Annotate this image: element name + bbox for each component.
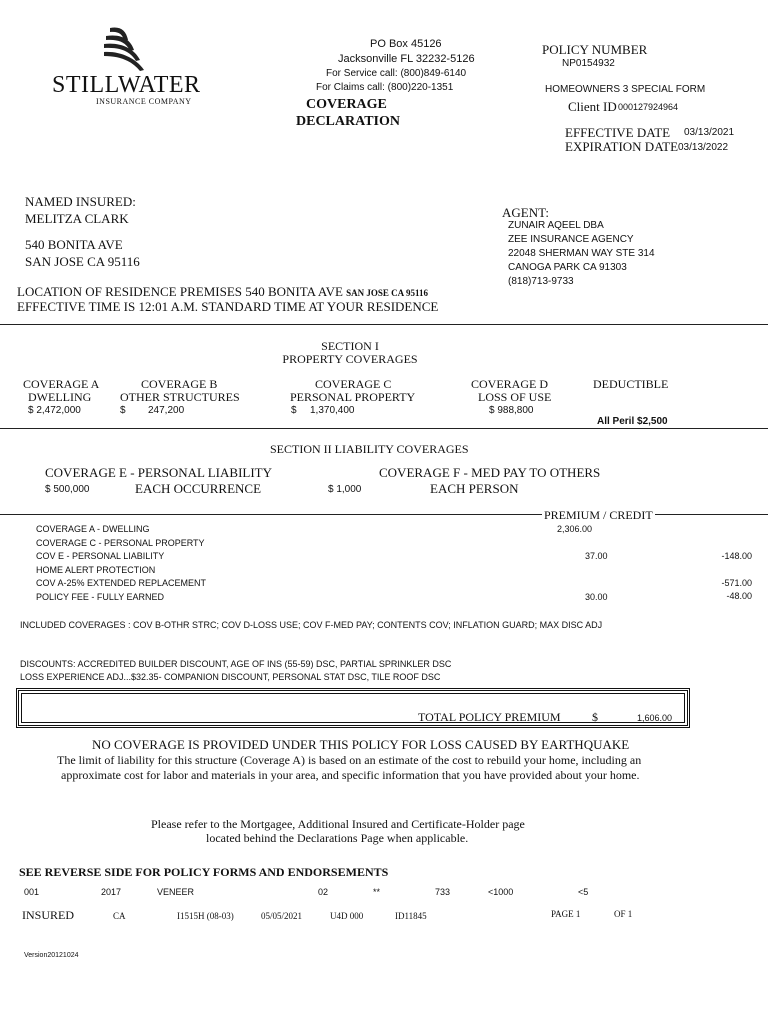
expiration-date-label: EXPIRATION DATE [565,139,679,154]
premium-item-label: COV A-25% EXTENDED REPLACEMENT [36,578,207,588]
coverage-c-label: COVERAGE C [315,377,392,391]
coverage-a-sublabel: DWELLING [28,390,92,404]
discounts-line2: LOSS EXPERIENCE ADJ...$32.35- COMPANION DISCOUNT, PERSONAL STAT DSC, TILE ROOF DSC [20,672,441,682]
form-row1-col2: 2017 [101,887,122,897]
coverage-c-sublabel: PERSONAL PROPERTY [290,390,416,404]
address-line1: PO Box 45126 [370,38,442,50]
premium-item-label: POLICY FEE - FULLY EARNED [36,591,165,602]
coverage-c-dollar: $ [291,405,297,416]
coverage-d-value: $ 988,800 [489,405,534,416]
refer-line2: located behind the Declarations Page when applicable. [206,831,469,845]
coverage-e-value: $ 500,000 [45,484,90,495]
form-row2-col1: INSURED [22,908,75,922]
form-row2-col8: OF 1 [614,909,633,919]
form-row1-col7: <1000 [488,887,514,897]
agent-line4: CANOGA PARK CA 91303 [508,262,627,273]
premium-item-credit: -148.00 [721,550,752,561]
company-name: STILLWATER [52,72,201,98]
effective-date: 03/13/2021 [684,127,735,138]
limit-notice-line1: The limit of liability for this structure (Coverage A) is based on an estimate of the cost to rebuild your home, including an [57,753,642,767]
insured-address-line1: 540 BONITA AVE [25,237,123,252]
premium-item-credit: -48.00 [726,591,752,601]
form-row1-col8: <5 [578,887,589,897]
insured-address-line2: SAN JOSE CA 95116 [25,254,140,269]
policy-form: HOMEOWNERS 3 SPECIAL FORM [545,84,706,95]
agent-line1: ZUNAIR AQEEL DBA [508,220,604,231]
coverage-b-sublabel: OTHER STRUCTURES [120,390,240,404]
expiration-date: 03/13/2022 [678,142,729,153]
premium-item-label: COVERAGE A - DWELLING [36,524,150,534]
form-row2-col2: CA [113,911,126,921]
stillwater-logo-icon [96,26,156,72]
policy-number-label: POLICY NUMBER [542,42,648,57]
included-coverages: INCLUDED COVERAGES : COV B-OTHR STRC; COV D-LOSS USE; COV F-MED PAY; CONTENTS COV; INFLATION GUARD; MAX DISC ADJ [20,620,603,630]
coverage-f-basis: EACH PERSON [430,481,519,496]
coverage-d-sublabel: LOSS OF USE [478,390,552,404]
coverage-e-basis: EACH OCCURRENCE [135,481,262,496]
form-row2-col6: ID11845 [395,911,427,921]
form-row1-col4: 02 [318,887,329,897]
total-premium-dollar: $ [592,710,598,724]
premium-item-label: COV E - PERSONAL LIABILITY [36,551,165,561]
coverage-b-value: 247,200 [148,405,185,416]
agent-phone: (818)713-9733 [508,276,574,287]
premium-item-label: HOME ALERT PROTECTION [36,564,156,575]
effective-date-label: EFFECTIVE DATE [565,125,671,140]
location-city: SAN JOSE CA 95116 [346,288,428,298]
total-premium-box [16,688,690,728]
coverage-c-value: 1,370,400 [310,405,355,416]
discounts-line1: DISCOUNTS: ACCREDITED BUILDER DISCOUNT, AGE OF INS (55-59) DSC, PARTIAL SPRINKLER DSC [20,659,452,669]
premium-item-label: COVERAGE C - PERSONAL PROPERTY [36,537,205,548]
company-logo [50,26,200,108]
company-subtitle: INSURANCE COMPANY [96,97,192,106]
coverage-f-value: $ 1,000 [328,484,362,495]
divider-section1 [0,428,768,429]
coverage-a-label: COVERAGE A [23,377,100,391]
reverse-side-notice: SEE REVERSE SIDE FOR POLICY FORMS AND ENDORSEMENTS [19,865,389,879]
section1-title-line1: SECTION I [321,339,379,353]
refer-line1: Please refer to the Mortgagee, Additional Insured and Certificate-Holder page [151,817,525,831]
title-line2: DECLARATION [296,114,400,129]
divider-top [0,324,768,325]
premium-item-credit: -571.00 [721,577,752,588]
agent-line2: ZEE INSURANCE AGENCY [508,234,634,245]
coverage-e-label: COVERAGE E - PERSONAL LIABILITY [45,465,272,480]
location-of-residence [17,284,428,300]
coverage-b-dollar: $ [120,405,126,416]
form-row1-col5: ** [373,887,381,897]
insured-name: MELITZA CLARK [25,211,129,226]
form-row2-col5: U4D 000 [330,911,364,921]
client-id-label: Client ID [568,99,617,114]
coverage-a-value: $ 2,472,000 [28,405,81,416]
form-row1-col3: VENEER [157,887,195,897]
deductible-value: All Peril $2,500 [597,416,668,427]
agent-line3: 22048 SHERMAN WAY STE 314 [508,248,655,259]
limit-notice-line2: approximate cost for labor and materials in your area, and specific information that you have provided about your home. [61,768,640,782]
form-row1-col6: 733 [435,887,451,897]
premium-item-premium: 37.00 [585,551,608,561]
agent-label: AGENT: [502,205,550,220]
coverage-b-label: COVERAGE B [141,377,218,391]
total-premium-value: 1,606.00 [637,713,673,723]
client-id: 000127924964 [618,102,679,112]
form-row1-col1: 001 [24,887,40,897]
effective-time: EFFECTIVE TIME IS 12:01 A.M. STANDARD TIME AT YOUR RESIDENCE [17,299,439,314]
named-insured-label: NAMED INSURED: [25,194,136,209]
total-premium-label: TOTAL POLICY PREMIUM [418,710,561,724]
title-line1: COVERAGE [306,97,387,112]
claims-call: For Claims call: (800)220-1351 [316,82,454,93]
deductible-label: DEDUCTIBLE [593,377,669,391]
version-label: Version20121024 [24,952,79,959]
form-row2-col7: PAGE 1 [551,909,581,919]
premium-item-premium: 30.00 [585,591,608,602]
form-row2-col3: I1515H (08-03) [177,911,234,921]
service-call: For Service call: (800)849-6140 [326,68,467,79]
coverage-d-label: COVERAGE D [471,377,548,391]
form-row2-col4: 05/05/2021 [261,911,303,921]
premium-item-premium: 2,306.00 [557,524,593,534]
location-prefix: LOCATION OF RESIDENCE PREMISES 540 BONITA AVE [17,284,343,299]
premium-credit-header: PREMIUM / CREDIT [544,508,653,522]
coverage-f-label: COVERAGE F - MED PAY TO OTHERS [379,465,601,480]
section1-title-line2: PROPERTY COVERAGES [282,352,418,366]
earthquake-notice: NO COVERAGE IS PROVIDED UNDER THIS POLICY FOR LOSS CAUSED BY EARTHQUAKE [92,737,630,752]
policy-number: NP0154932 [562,58,615,69]
address-line2: Jacksonville FL 32232-5126 [338,53,475,65]
section2-title: SECTION II LIABILITY COVERAGES [270,442,469,456]
